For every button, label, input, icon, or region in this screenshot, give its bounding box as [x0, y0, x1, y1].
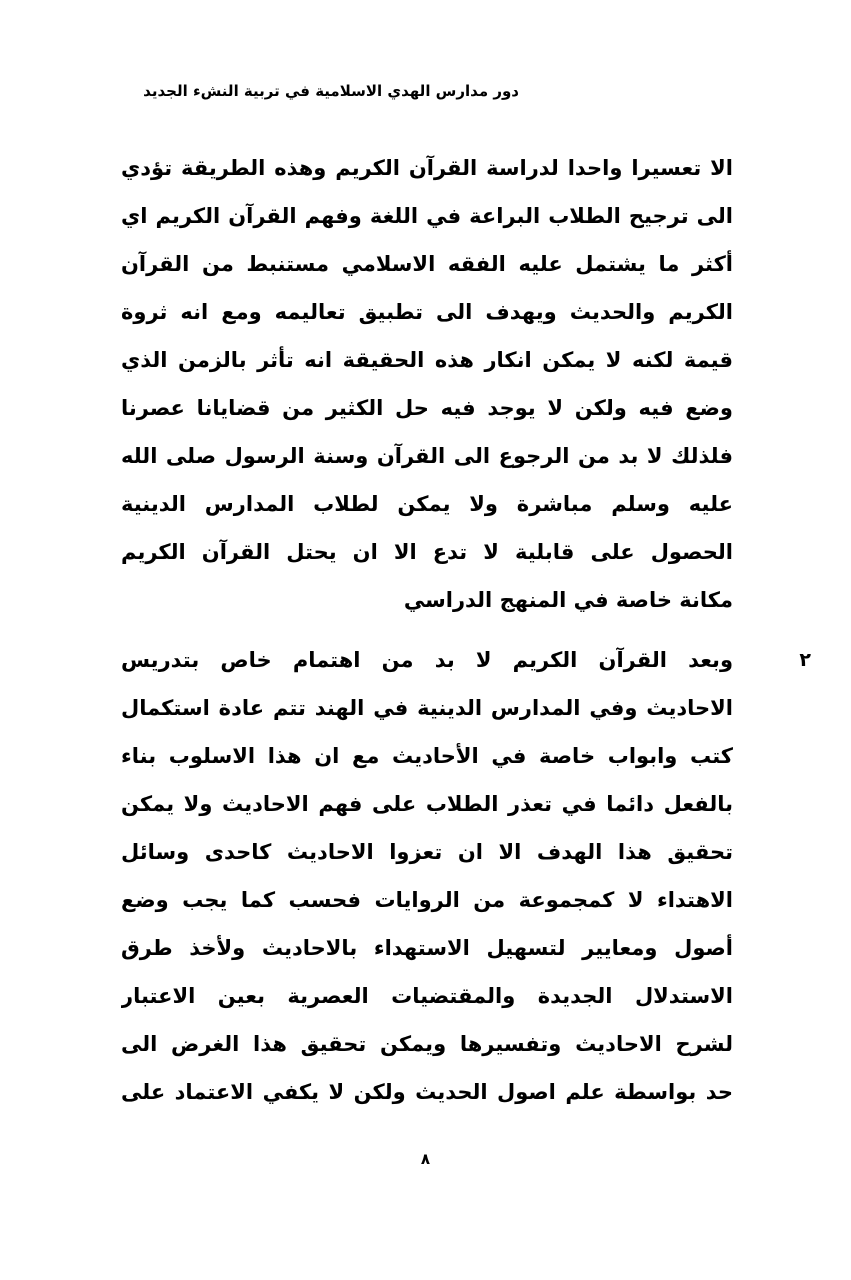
text-line: أكثر ما يشتمل عليه الفقه الاسلامي مستنبط من القرآن	[121, 252, 733, 276]
text-line: فلذلك لا بد من الرجوع الى القرآن وسنة الرسول صلى الله	[121, 444, 733, 468]
text-line: وبعد القرآن الكريم لا بد من اهتمام خاص بتدريس	[121, 648, 733, 672]
text-line: حد بواسطة علم اصول الحديث ولكن لا يكفي الاعتماد على	[121, 1080, 733, 1104]
paragraph-1	[121, 144, 733, 624]
text-line: أصول ومعايير لتسهيل الاستهداء بالاحاديث ولأخذ طرق	[121, 936, 733, 960]
text-line: مكانة خاصة في المنهج الدراسي	[403, 588, 733, 612]
text-line: عليه وسلم مباشرة ولا يمكن لطلاب المدارس الدينية	[121, 492, 733, 516]
text-line: كتب وابواب خاصة في الأحاديث مع ان هذا الاسلوب بناء	[121, 744, 733, 768]
text-line: الا تعسيرا واحدا لدراسة القرآن الكريم وهذه الطريقة تؤدي	[121, 156, 733, 180]
text-line: الكريم والحديث ويهدف الى تطبيق تعاليمه ومع انه ثروة	[121, 300, 733, 324]
text-line: لشرح الاحاديث وتفسيرها ويمكن تحقيق هذا الغرض الى	[121, 1032, 733, 1056]
text-line: قيمة لكنه لا يمكن انكار هذه الحقيقة انه تأثر بالزمن الذي	[121, 348, 733, 372]
text-line: الاستدلال الجديدة والمقتضيات العصرية بعين الاعتبار	[121, 984, 733, 1008]
text-line: الاهتداء لا كمجموعة من الروايات فحسب كما يجب وضع	[121, 888, 733, 912]
text-line: تحقيق هذا الهدف الا ان تعزوا الاحاديث كاحدى وسائل	[121, 840, 733, 864]
text-line: وضع فيه ولكن لا يوجد فيه حل الكثير من قضايانا عصرنا	[121, 396, 733, 420]
page-number: ٨	[420, 1150, 431, 1168]
list-item-number: ٢	[799, 649, 811, 671]
text-line: الاحاديث وفي المدارس الدينية في الهند تتم عادة استكمال	[121, 696, 733, 720]
text-line: الحصول على قابلية لا تدع الا ان يحتل القرآن الكريم	[121, 540, 733, 564]
running-header: دور مدارس الهدي الاسلامية في تربية النشء الجديد	[143, 82, 519, 100]
text-line: الى ترجيح الطلاب البراعة في اللغة وفهم القرآن الكريم اي	[121, 204, 733, 228]
paragraph-2	[121, 636, 733, 1116]
text-line: بالفعل دائما في تعذر الطلاب على فهم الاحاديث ولا يمكن	[121, 792, 733, 816]
